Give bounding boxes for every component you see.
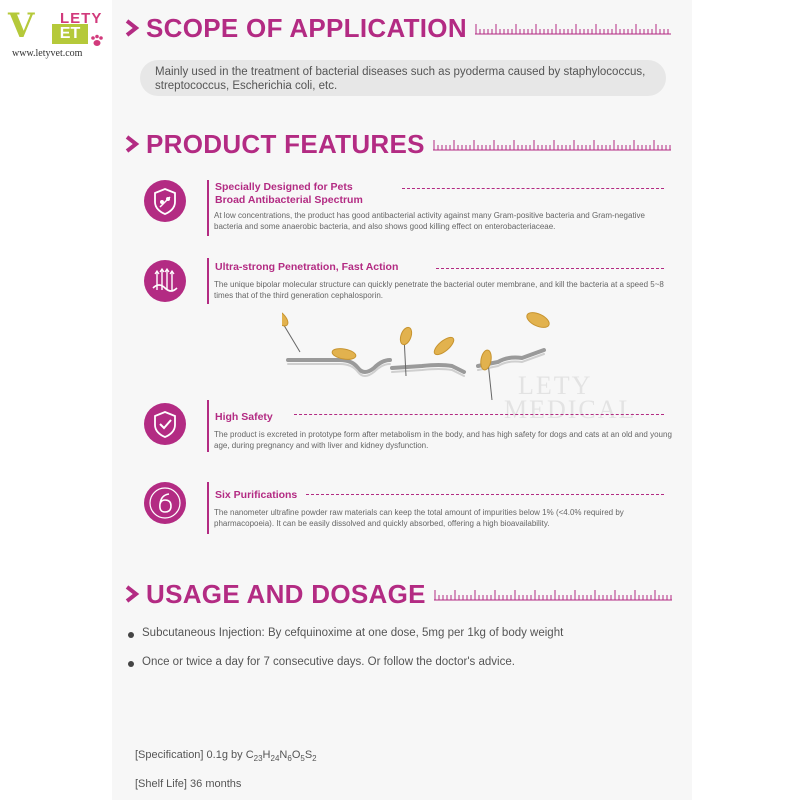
ruler-decoration	[434, 587, 672, 601]
chevron-right-icon	[124, 134, 140, 154]
dashed-line	[436, 268, 664, 269]
logo-et: ET	[52, 24, 88, 44]
dashed-line	[294, 414, 664, 415]
feature-3-text: The product is excreted in prototype form after metabolism in the body, and has high safety for dogs and cats at an old and young age, during pregnancy and with liver and kidney dysfunction.	[214, 430, 672, 450]
features-header	[124, 126, 671, 162]
scope-header	[124, 10, 671, 46]
pet-shield-icon	[144, 180, 186, 222]
logo-url: www.letyvet.com	[12, 48, 83, 59]
feature-4-text: The nanometer ultrafine powder raw materials can keep the total amount of impurities below 1% (<4.0% required by pharmacopoeia). It can be easily dissolved and quickly absorbed, offering a high bioavailability.	[214, 508, 624, 528]
usage-header	[124, 576, 672, 612]
feature-3-title: High Safety	[215, 411, 273, 423]
dashed-line	[306, 494, 664, 495]
feature-divider	[207, 400, 209, 452]
feature-divider	[207, 258, 209, 304]
usage-item-1: Subcutaneous Injection: By cefquinoxime at one dose, 5mg per 1kg of body weight	[142, 627, 564, 639]
logo	[8, 6, 108, 59]
feature-2-title: Ultra-strong Penetration, Fast Action	[215, 261, 399, 273]
scope-title: SCOPE OF APPLICATION	[146, 12, 467, 43]
usage-title: USAGE AND DOSAGE	[146, 578, 426, 609]
scope-text: Mainly used in the treatment of bacterial diseases such as pyoderma caused by staphylococcus, streptococcus, Escherichia coli, etc.	[155, 66, 646, 92]
ruler-decoration	[475, 21, 671, 35]
watermark-line-1: LETY	[518, 371, 593, 400]
penetration-icon	[144, 260, 186, 302]
logo-lety: LETY	[60, 10, 103, 27]
feature-divider	[207, 482, 209, 534]
usage-item-2: Once or twice a day for 7 consecutive days. Or follow the doctor's advice.	[142, 656, 515, 668]
feature-divider	[207, 180, 209, 236]
spec-label: [Specification] 0.1g by	[135, 749, 246, 761]
bullet-icon	[128, 661, 134, 667]
bullet-icon	[128, 632, 134, 638]
specification	[135, 749, 317, 763]
features-title: PRODUCT FEATURES	[146, 128, 425, 159]
number-six-icon	[144, 482, 186, 524]
logo-v: V	[8, 6, 34, 46]
shelf-life: [Shelf Life] 36 months	[135, 778, 242, 790]
feature-4-title: Six Purifications	[215, 489, 298, 501]
feature-1-title: Specially Designed for Pets	[215, 181, 353, 193]
feature-1-title-2: Broad Antibacterial Spectrum	[215, 194, 363, 206]
chevron-right-icon	[124, 18, 140, 38]
paw-icon	[90, 34, 104, 48]
feature-1-text: At low concentrations, the product has good antibacterial activity against many Gram-positive bacteria and Gram-negative bacteria and some anaerobic bacteria, and also shows good killing effect on enterobacteriaceae.	[214, 211, 645, 231]
chevron-right-icon	[124, 584, 140, 604]
shield-check-icon	[144, 403, 186, 445]
dashed-line	[402, 188, 664, 189]
formula: $C_{23}H_{24}N_6O_5S_2$	[245, 749, 317, 764]
feature-2-text: The unique bipolar molecular structure can quickly penetrate the bacterial outer membrane, and kill the bacteria at a speed 5~8 times that of the third generation cephalosporin.	[214, 280, 664, 300]
watermark-line-2: MEDICAL	[504, 395, 637, 424]
ruler-decoration	[433, 137, 671, 151]
